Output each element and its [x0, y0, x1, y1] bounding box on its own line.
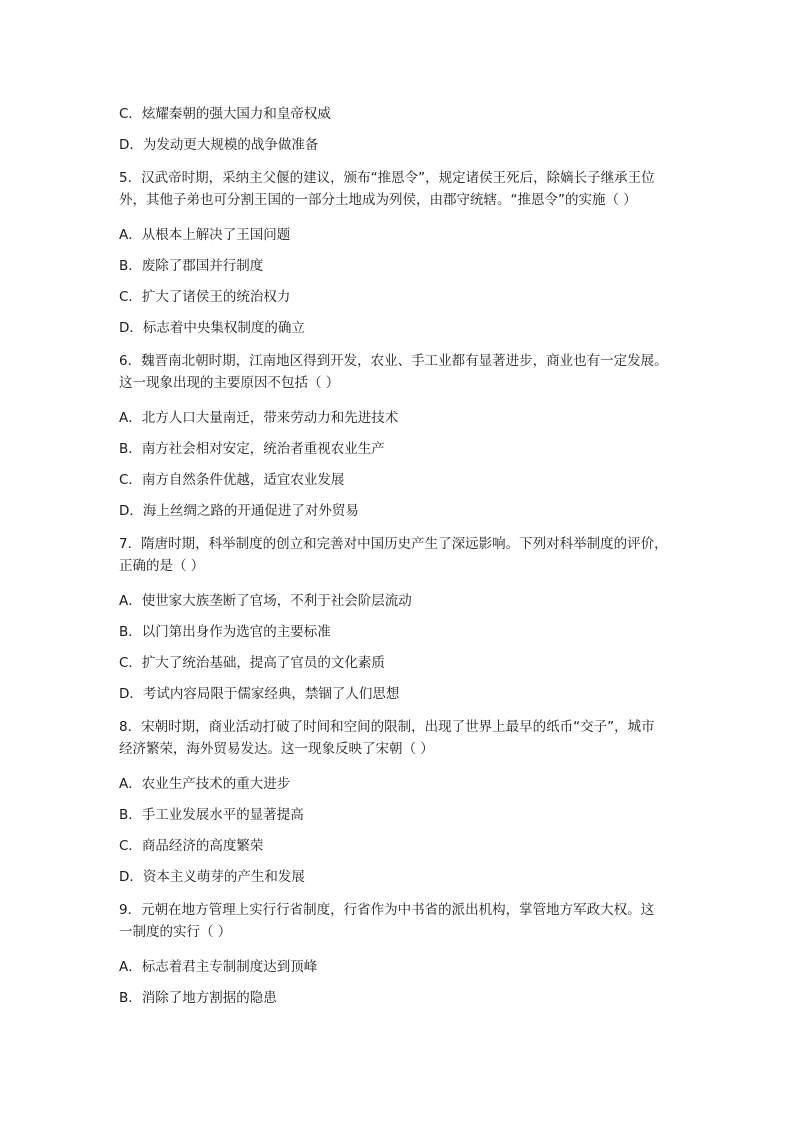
option-5a: A．从根本上解决了王国问题	[119, 227, 291, 243]
option-6d: D．海上丝绸之路的开通促进了对外贸易	[119, 503, 359, 519]
question-8-stem	[119, 716, 679, 760]
question-6	[119, 350, 679, 522]
option-9a: A．标志着君主专制制度达到顶峰	[119, 959, 318, 975]
option-7c: C．扩大了统治基础，提高了官员的文化素质	[119, 655, 385, 671]
option-5b: B．废除了郡国并行制度	[119, 258, 264, 274]
option-4d: D．为发动更大规模的战争做准备	[119, 137, 319, 153]
question-5-stem-line-1: 5．汉武帝时期，采纳主父偃的建议，颁布“推恩令”，规定诸侯王死后，除嫡长子继承王位	[119, 170, 655, 186]
question-8	[119, 716, 679, 888]
option-8a: A．农业生产技术的重大进步	[119, 776, 291, 792]
question-4-tail	[119, 103, 679, 156]
option-6a: A．北方人口大量南迁，带来劳动力和先进技术	[119, 410, 399, 426]
option-8b: B．手工业发展水平的显著提高	[119, 807, 304, 823]
question-5	[119, 167, 679, 339]
option-6b: B．南方社会相对安定，统治者重视农业生产	[119, 441, 385, 457]
question-7-stem-line-1: 7．隋唐时期，科举制度的创立和完善对中国历史产生了深远影响。下列对科举制度的评价，	[119, 536, 668, 552]
question-5-stem-line-2: 外，其他子弟也可分割王国的一部分土地成为列侯，由郡守统辖。“推恩令”的实施（ ）	[119, 192, 637, 208]
question-6-stem-line-2: 这一现象出现的主要原因不包括（ ）	[119, 375, 340, 391]
option-7b: B．以门第出身作为选官的主要标准	[119, 624, 331, 640]
question-9	[119, 899, 679, 1009]
option-6c: C．南方自然条件优越，适宜农业发展	[119, 472, 345, 488]
question-6-stem	[119, 350, 679, 394]
question-8-stem-line-1: 8．宋朝时期，商业活动打破了时间和空间的限制，出现了世界上最早的纸币“交子”，城市	[119, 719, 655, 735]
question-5-stem	[119, 167, 679, 211]
option-4c: C．炫耀秦朝的强大国力和皇帝权威	[119, 106, 331, 122]
question-7-stem-line-2: 正确的是（ ）	[119, 558, 205, 574]
question-6-stem-line-1: 6．魏晋南北朝时期，江南地区得到开发，农业、手工业都有显著进步，商业也有一定发展。	[119, 353, 668, 369]
document-page	[119, 103, 679, 1018]
option-8c: C．商品经济的高度繁荣	[119, 838, 264, 854]
question-7-stem	[119, 533, 679, 577]
option-8d: D．资本主义萌芽的产生和发展	[119, 869, 305, 885]
option-5c: C．扩大了诸侯王的统治权力	[119, 289, 291, 305]
question-9-stem-line-2: 一制度的实行（ ）	[119, 924, 232, 940]
question-9-stem-line-1: 9．元朝在地方管理上实行行省制度，行省作为中书省的派出机构，掌管地方军政大权。这	[119, 902, 655, 918]
option-9b: B．消除了地方割据的隐患	[119, 990, 277, 1006]
question-9-stem	[119, 899, 679, 943]
option-7a: A．使世家大族垄断了官场，不利于社会阶层流动	[119, 593, 412, 609]
option-5d: D．标志着中央集权制度的确立	[119, 320, 305, 336]
question-8-stem-line-2: 经济繁荣，海外贸易发达。这一现象反映了宋朝（ ）	[119, 741, 434, 757]
option-7d: D．考试内容局限于儒家经典，禁锢了人们思想	[119, 686, 400, 702]
question-7	[119, 533, 679, 705]
